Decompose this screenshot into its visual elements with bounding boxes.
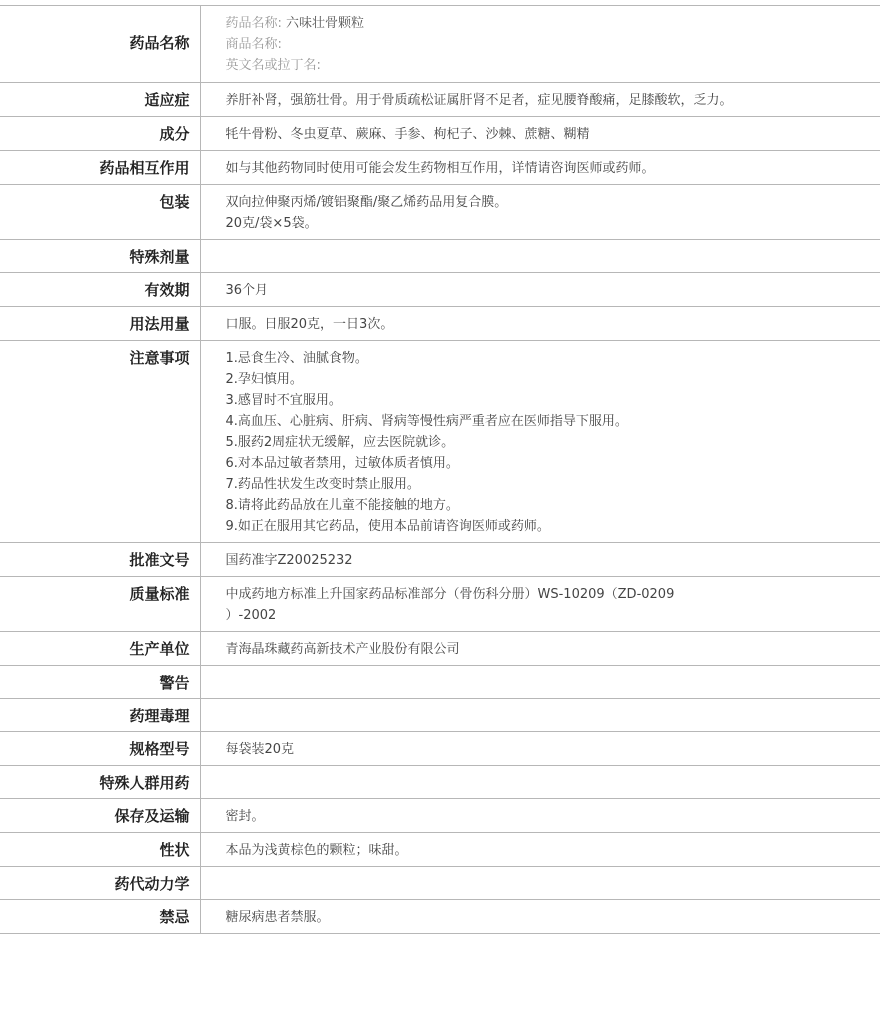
appearance-value: 本品为浅黄棕色的颗粒；味甜。 [225, 843, 408, 858]
usage-label: 用法用量 [0, 307, 200, 341]
warning-value [200, 666, 880, 699]
row-appearance [0, 833, 880, 867]
row-approval [0, 543, 880, 577]
row-ingredients [0, 117, 880, 151]
approval-label: 批准文号 [0, 543, 200, 577]
appearance-label: 性状 [0, 833, 200, 867]
precaution-item: 6.对本品过敏者禁用，过敏体质者慎用。 [225, 456, 459, 471]
precautions-label: 注意事项 [0, 341, 200, 543]
special-dosage-label: 特殊剂量 [0, 240, 200, 273]
special-groups-label: 特殊人群用药 [0, 766, 200, 799]
precaution-item: 3.感冒时不宜服用。 [225, 393, 342, 408]
row-pharmacology [0, 699, 880, 732]
row-usage [0, 307, 880, 341]
packaging-label: 包装 [0, 185, 200, 240]
row-special-groups [0, 766, 880, 799]
manufacturer-label: 生产单位 [0, 632, 200, 666]
row-drug-name [0, 6, 880, 83]
precaution-item: 8.请将此药品放在儿童不能接触的地方。 [225, 498, 459, 513]
ingredients-value: 牦牛骨粉、冬虫夏草、蕨麻、手参、枸杞子、沙棘、蔗糖、糊精 [225, 127, 590, 142]
warning-label: 警告 [0, 666, 200, 699]
row-indication [0, 83, 880, 117]
ingredients-label: 成分 [0, 117, 200, 151]
pharmacology-value [200, 699, 880, 732]
special-groups-value [200, 766, 880, 799]
approval-value: 国药准字Z20025232 [225, 553, 353, 568]
quality-line: ）-2002 [225, 608, 277, 623]
precaution-item: 7.药品性状发生改变时禁止服用。 [225, 477, 420, 492]
packaging-line: 双向拉伸聚丙烯/镀铝聚酯/聚乙烯药品用复合膜。 [225, 195, 508, 210]
interactions-label: 药品相互作用 [0, 151, 200, 185]
shelf-life-label: 有效期 [0, 273, 200, 307]
pharmacology-label: 药理毒理 [0, 699, 200, 732]
contraindications-label: 禁忌 [0, 900, 200, 934]
indication-value: 养肝补肾，强筋壮骨。用于骨质疏松证属肝肾不足者，症见腰脊酸痛，足膝酸软，乏力。 [225, 93, 733, 108]
precautions-value [200, 341, 880, 543]
storage-value: 密封。 [225, 809, 265, 824]
quality-label: 质量标准 [0, 577, 200, 632]
generic-name-label: 药品名称: [225, 16, 282, 31]
shelf-life-value: 36个月 [225, 283, 269, 298]
indication-label: 适应症 [0, 83, 200, 117]
precaution-item: 9.如正在服用其它药品，使用本品前请咨询医师或药师。 [225, 519, 550, 534]
packaging-value [200, 185, 880, 240]
drug-names-cell [200, 6, 880, 83]
pharmacokinetics-label: 药代动力学 [0, 867, 200, 900]
storage-label: 保存及运输 [0, 799, 200, 833]
row-contraindications [0, 900, 880, 934]
manufacturer-value: 青海晶珠藏药高新技术产业股份有限公司 [225, 642, 460, 657]
packaging-line: 20克/袋×5袋。 [225, 216, 318, 231]
row-warning [0, 666, 880, 699]
row-special-dosage [0, 240, 880, 273]
contraindications-value: 糖尿病患者禁服。 [225, 910, 330, 925]
row-precautions [0, 341, 880, 543]
row-interactions [0, 151, 880, 185]
row-shelf-life [0, 273, 880, 307]
precaution-item: 1.忌食生冷、油腻食物。 [225, 351, 368, 366]
row-specification [0, 732, 880, 766]
row-storage [0, 799, 880, 833]
specification-value: 每袋装20克 [225, 742, 295, 757]
trade-name-label: 商品名称: [225, 37, 282, 52]
precaution-item: 4.高血压、心脏病、肝病、肾病等慢性病严重者应在医师指导下服用。 [225, 414, 628, 429]
row-pharmacokinetics [0, 867, 880, 900]
generic-name-value: 六味壮骨颗粒 [286, 16, 365, 31]
row-quality [0, 577, 880, 632]
interactions-value: 如与其他药物同时使用可能会发生药物相互作用，详情请咨询医师或药师。 [225, 161, 655, 176]
pharmacokinetics-value [200, 867, 880, 900]
quality-line: 中成药地方标准上升国家药品标准部分（骨伤科分册）WS-10209（ZD-0209 [225, 587, 675, 602]
drug-spec-table [0, 5, 880, 934]
usage-value: 口服。日服20克，一日3次。 [225, 317, 394, 332]
row-packaging [0, 185, 880, 240]
quality-value [200, 577, 880, 632]
specification-label: 规格型号 [0, 732, 200, 766]
precaution-item: 2.孕妇慎用。 [225, 372, 303, 387]
drug-name-label: 药品名称 [0, 6, 200, 83]
precaution-item: 5.服药2周症状无缓解，应去医院就诊。 [225, 435, 455, 450]
special-dosage-value [200, 240, 880, 273]
english-name-label: 英文名或拉丁名: [225, 58, 321, 73]
row-manufacturer [0, 632, 880, 666]
